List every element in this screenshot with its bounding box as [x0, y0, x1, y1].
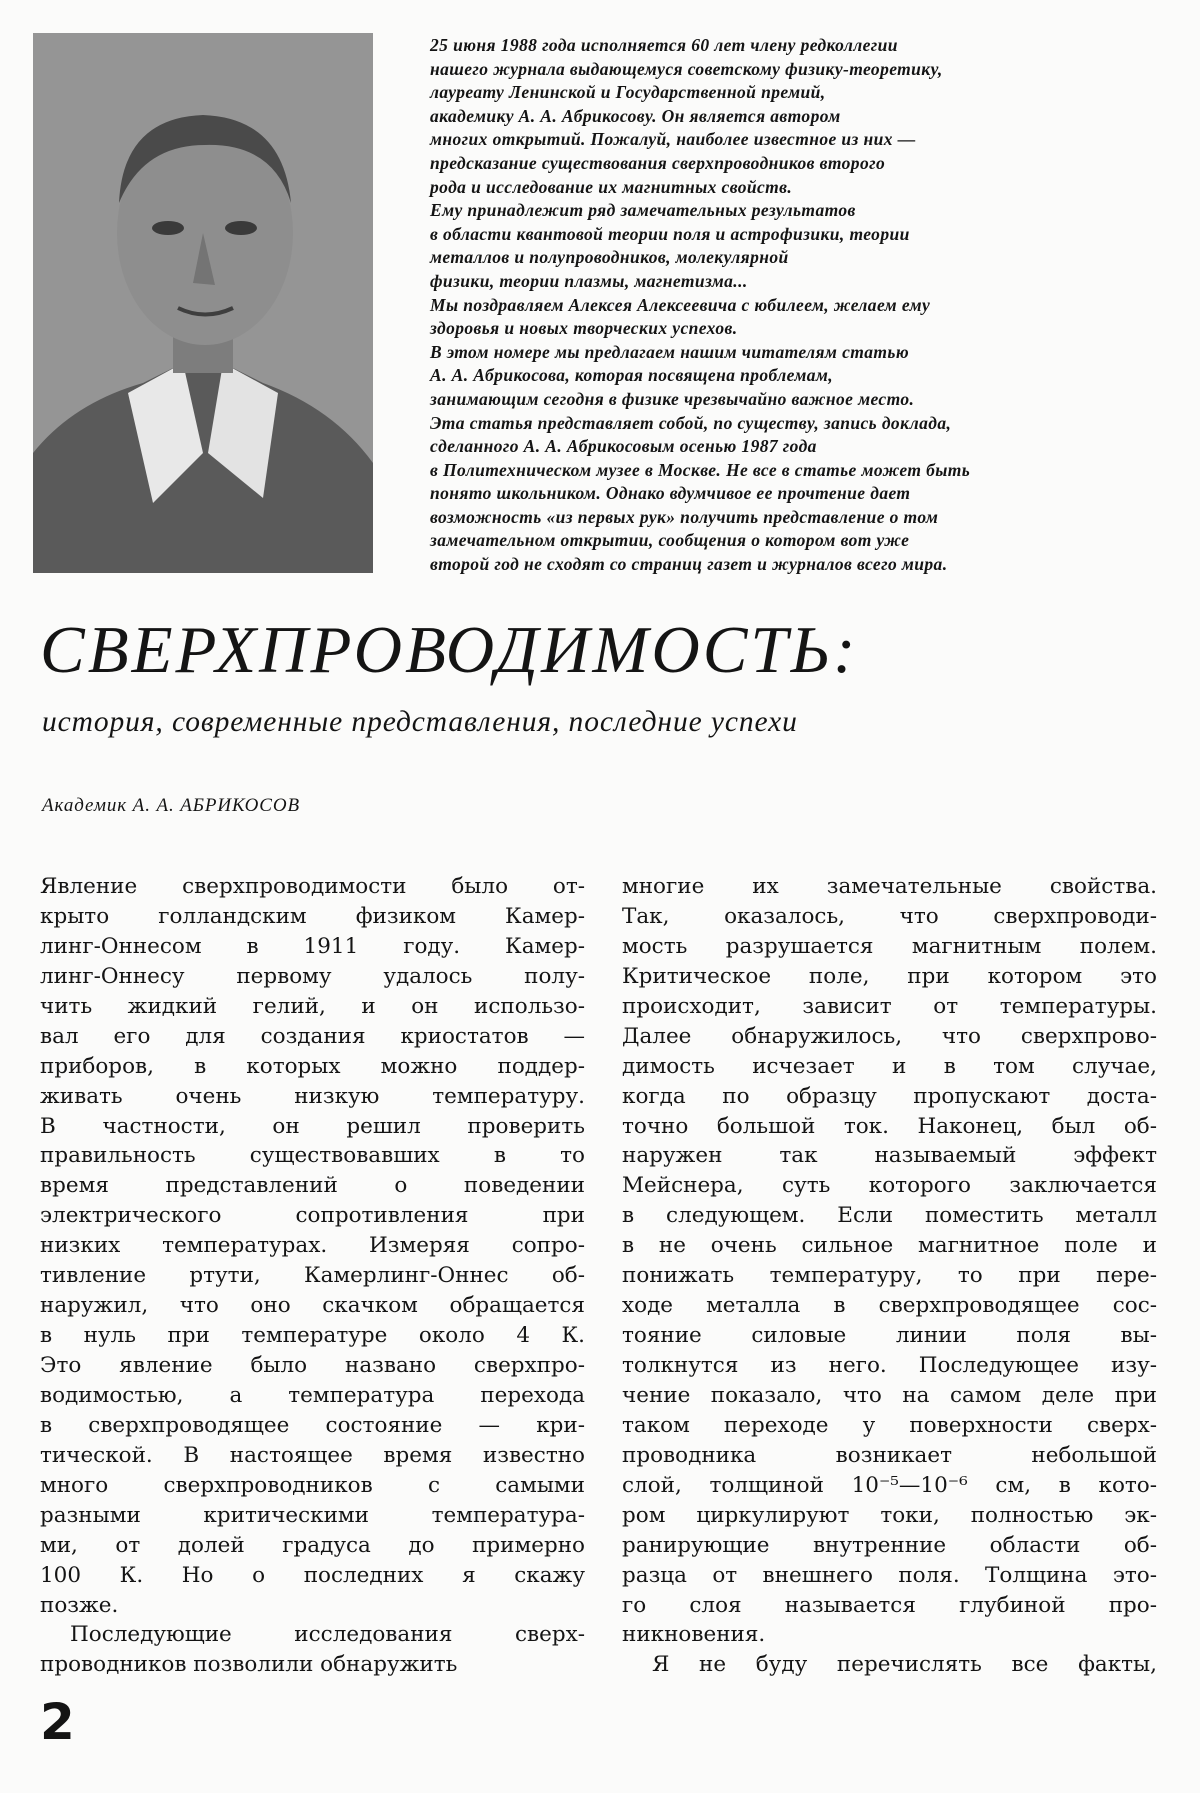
intro-line: академику А. А. Абрикосову. Он является автором [430, 105, 841, 126]
article-column-left [40, 872, 585, 1680]
intro-line: А. А. Абрикосова, которая посвящена проблемам, [430, 365, 834, 386]
text-line: Мейснера, суть которого заключается [622, 1173, 1157, 1199]
intro-line: многих открытий. Пожалуй, наиболее известное из них — [430, 129, 916, 150]
text-line: вал его для создания криостатов — [40, 1023, 585, 1049]
intro-line: рода и исследование их магнитных свойств. [430, 176, 793, 197]
text-line: точно большой ток. Наконец, был об- [622, 1113, 1157, 1139]
text-line: линг-Оннесом в 1911 году. Камер- [40, 933, 585, 959]
intro-line: замечательном открытии, сообщения о котором вот уже [430, 530, 910, 551]
text-line: чение показало, что на самом деле при [622, 1382, 1157, 1408]
portrait-icon [33, 33, 373, 573]
text-line: когда по образцу пропускают доста- [622, 1083, 1157, 1109]
text-line: Последующие исследования сверх- [70, 1622, 585, 1648]
intro-line: в Политехническом музее в Москве. Не все в статье может быть [430, 459, 971, 480]
intro-line: Ему принадлежит ряд замечательных результатов [430, 200, 856, 221]
intro-line: 25 июня 1988 года исполняется 60 лет члену редколлегии [430, 35, 898, 55]
intro-line: понято школьником. Однако вдумчивое ее прочтение дает [430, 483, 911, 504]
text-line: димость исчезает и в том случае, [622, 1053, 1157, 1079]
text-line: Я не буду перечислять все факты, [652, 1652, 1157, 1678]
text-line: позже. [40, 1592, 119, 1618]
text-line: ходе металла в сверхпроводящее сос- [622, 1293, 1157, 1319]
text-line: наружен так называемый эффект [622, 1143, 1157, 1169]
text-line: разца от внешнего поля. Толщина это- [622, 1562, 1157, 1588]
text-line: ранирующие внутренние области об- [622, 1532, 1157, 1558]
text-line: понижать температуру, то при пере- [622, 1263, 1157, 1289]
text-line: проводника возникает небольшой [622, 1442, 1157, 1468]
text-line: Явление сверхпроводимости было от- [40, 874, 585, 899]
text-line: чить жидкий гелий, и он использо- [40, 993, 585, 1019]
intro-line: Мы поздравляем Алексея Алексеевича с юбилеем, желаем ему [430, 294, 931, 315]
text-line: 100 К. Но о последних я скажу [40, 1562, 585, 1588]
text-line: электрического сопротивления при [40, 1203, 585, 1229]
text-line: в не очень сильное магнитное поле и [622, 1233, 1157, 1259]
author-portrait-photo [33, 33, 373, 573]
text-line: в нуль при температуре около 4 К. [40, 1323, 585, 1349]
intro-line: здоровья и новых творческих успехов. [430, 318, 738, 339]
text-line: время представлений о поведении [40, 1173, 585, 1199]
intro-line: занимающим сегодня в физике чрезвычайно важное место. [430, 388, 915, 409]
text-line: слой, толщиной 10⁻⁵—10⁻⁶ см, в кото- [622, 1472, 1157, 1498]
text-line: никновения. [622, 1622, 766, 1648]
text-line: много сверхпроводников с самыми [40, 1472, 585, 1498]
intro-line: нашего журнала выдающемуся советскому физику-теоретику, [430, 58, 943, 79]
intro-line: Эта статья представляет собой, по существу, запись доклада, [430, 412, 952, 433]
article-author: Академик А. А. АБРИКОСОВ [42, 795, 300, 816]
text-line: Так, оказалось, что сверхпроводи- [622, 903, 1157, 929]
intro-line: сделанного А. А. Абрикосовым осенью 1987 года [430, 436, 817, 457]
text-line: в следующем. Если поместить металл [622, 1203, 1157, 1229]
text-line: В частности, он решил проверить [40, 1113, 585, 1139]
intro-line: физики, теории плазмы, магнетизма... [430, 270, 748, 291]
text-line: линг-Оннесу первому удалось полу- [40, 963, 585, 989]
text-line: многие их замечательные свойства. [622, 874, 1157, 899]
text-line: ми, от долей градуса до примерно [40, 1532, 585, 1558]
text-line: Далее обнаружилось, что сверхпрово- [622, 1023, 1157, 1049]
text-line: таком переходе у поверхности сверх- [622, 1412, 1157, 1438]
text-line: толкнутся из него. Последующее изу- [622, 1353, 1157, 1378]
text-line: крыто голландским физиком Камер- [40, 903, 585, 929]
editorial-intro [430, 34, 1152, 577]
text-line: наружил, что оно скачком обращается [40, 1293, 585, 1319]
text-line: происходит, зависит от температуры. [622, 993, 1157, 1019]
text-line: разными критическими температура- [40, 1502, 585, 1528]
text-line: Критическое поле, при котором это [622, 963, 1157, 989]
text-line: тической. В настоящее время известно [40, 1442, 585, 1468]
text-line: правильность существовавших в то [40, 1143, 585, 1169]
text-line: водимостью, а температура перехода [40, 1382, 585, 1408]
intro-line: второй год не сходят со страниц газет и журналов всего мира. [430, 554, 948, 575]
intro-line: металлов и полупроводников, молекулярной [430, 247, 789, 268]
text-line: Это явление было названо сверхпро- [40, 1353, 585, 1378]
page-number: 2 [40, 1693, 75, 1751]
intro-line: возможность «из первых рук» получить представление о том [430, 506, 939, 527]
intro-line: в области квантовой теории поля и астрофизики, теории [430, 223, 910, 244]
text-line: тивление ртути, Камерлинг-Оннес об- [40, 1263, 585, 1289]
article-column-right [622, 872, 1157, 1680]
text-line: го слоя называется глубиной про- [622, 1592, 1157, 1618]
text-line: живать очень низкую температуру. [40, 1083, 585, 1109]
text-line: в сверхпроводящее состояние — кри- [40, 1412, 585, 1438]
text-line: низких температурах. Измеряя сопро- [40, 1233, 585, 1259]
article-subtitle: история, современные представления, последние успехи [42, 706, 798, 738]
text-line: ром циркулируют токи, полностью эк- [622, 1502, 1157, 1528]
intro-line: предсказание существования сверхпроводников второго [430, 152, 886, 173]
intro-line: лауреату Ленинской и Государственной премий, [430, 82, 826, 103]
text-line: тояние силовые линии поля вы- [622, 1323, 1157, 1349]
article-title: СВЕРХПРОВОДИМОСТЬ: [40, 613, 859, 687]
intro-line: В этом номере мы предлагаем нашим читателям статью [430, 341, 909, 362]
text-line: мость разрушается магнитным полем. [622, 933, 1157, 959]
text-line: приборов, в которых можно поддер- [40, 1053, 585, 1079]
text-line: проводников позволили обнаружить [40, 1652, 458, 1678]
